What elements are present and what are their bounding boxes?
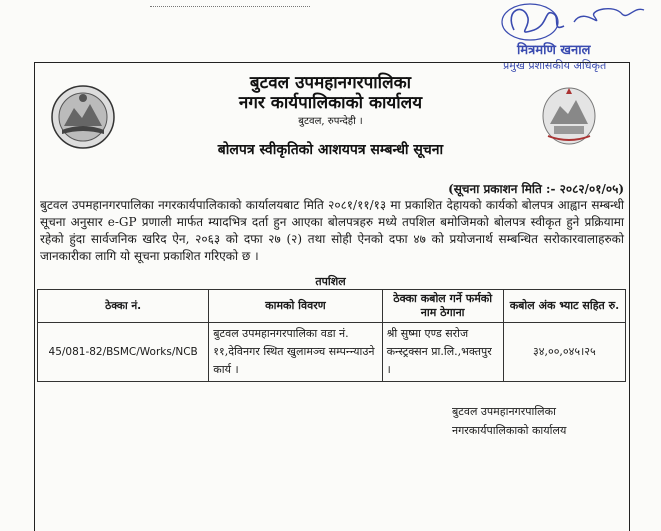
- cell-firm: श्री सुष्मा एण्ड सरोज कन्स्ट्रक्सन प्रा.लि.,भक्तपुर ।: [382, 323, 503, 382]
- cell-amount: ३४,००,०४५।२५: [503, 323, 625, 382]
- notice-body: बुटवल उपमहानगरपालिका नगरकार्यपालिकाको कार्यालयबाट मिति २०८१/११/१३ मा प्रकाशित देहायको कार्यको बोलपत्र आह्वान सम्बन्धी सूचना अनुसार e-GP प्रणाली मार्फत म्यादभित्र दर्ता हुन आएका बोलपत्रहरु मध्ये तपशिल बमोजिमको बोलपत्र स्वीकृत हुने प्रक्रियामा रहेको हुंदा सार्वजनिक खरिद ऐन, २०६३ को दफा २७ (२) तथा सोही ऐनको दफा ४७ को प्रयोजनार्थ सम्बन्धित सरोकारवालाहरुको जानकारीका लागि यो सूचना प्रकाशित गरिएको छ ।: [40, 198, 624, 263]
- cell-contract-no: 45/081-82/BSMC/Works/NCB: [38, 323, 209, 382]
- table-caption: तपशिल: [315, 275, 346, 288]
- header-amount: कबोल अंक भ्याट सहित रु.: [503, 290, 625, 323]
- header-firm: ठेक्का कबोल गर्ने फर्मको नाम ठेगाना: [382, 290, 503, 323]
- footer-line-1: बुटवल उपमहानगरपालिका: [452, 405, 556, 418]
- stamp-name: मित्रमणि खनाल: [517, 43, 591, 58]
- contract-table: [37, 289, 626, 382]
- notice-title: बोलपत्र स्वीकृतिको आशयपत्र सम्बन्धी सूचना: [217, 142, 444, 158]
- footer-signoff: [452, 402, 566, 440]
- cell-description: बुटवल उपमहानगरपालिका वडा नं. ११,देविनगर स्थित खुलामञ्च सम्पन्न्याउने कार्य ।: [209, 323, 382, 382]
- table-header-row: [38, 290, 626, 323]
- header-description: कामको विवरण: [209, 290, 382, 323]
- header-contract-no: ठेक्का नं.: [38, 290, 209, 323]
- office-address: बुटवल, रुपन्देही ।: [298, 116, 363, 127]
- stamp-title: प्रमुख प्रशासकीय अधिकृत: [503, 59, 607, 72]
- office-name: नगर कार्यपालिकाको कार्यालय: [238, 93, 423, 113]
- footer-line-2: नगरकार्यपालिकाको कार्यालय: [452, 424, 567, 437]
- org-name: बुटवल उपमहानगरपालिका: [249, 73, 412, 93]
- publication-date: (सूचना प्रकाशन मिति :- २०८२/०१/०५): [448, 182, 624, 196]
- top-strip: [150, 0, 310, 7]
- table-row: [38, 323, 626, 382]
- signature-mark: [494, 0, 654, 44]
